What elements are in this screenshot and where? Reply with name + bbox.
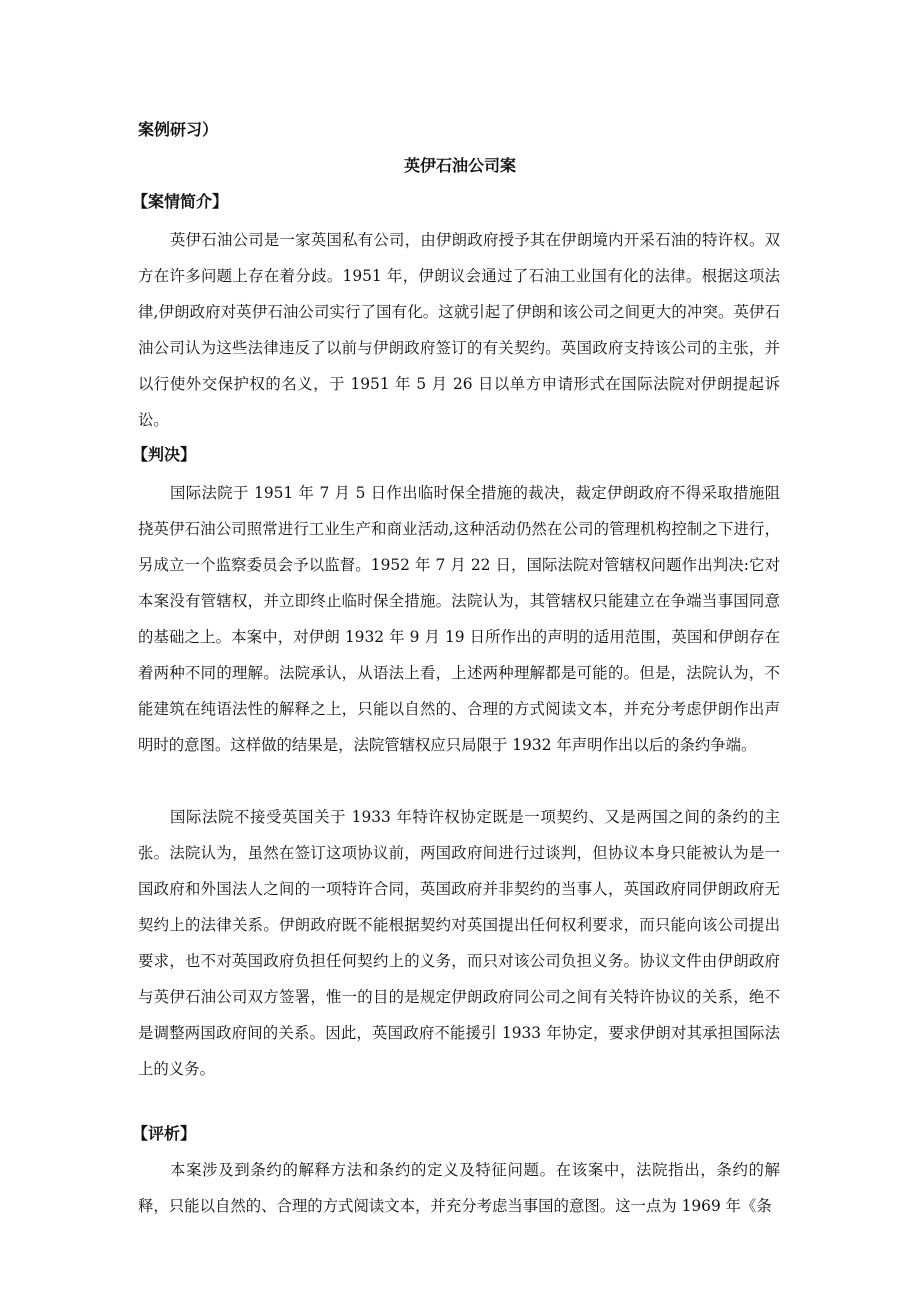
paragraph-judgment-1: 国际法院于 1951 年 7 月 5 日作出临时保全措施的裁决，裁定伊朗政府不得采取措施阻挠英伊石油公司照常进行工业生产和商业活动,这种活动仍然在公司的管理机构控制之下进行，另成立一个监察委员会予以监督。1952 年 7 月 22 日，国际法院对管辖权问题作出判决:它对本案没有管辖权，并立即终止临时保全措施。法院认为，其管辖权只能建立在争端当事国同意的基础之上。本案中，对伊朗 1932 年 9 月 19 日所作出的声明的适用范围，英国和伊朗存在着两种不同的理解。法院承认，从语法上看，上述两种理解都是可能的。但是，法院认为，不能建筑在纯语法性的解释之上，只能以自然的、合理的方式阅读文本，并充分考虑伊朗作出声明时的意图。这样做的结果是，法院管辖权应只局限于 1932 年声明作出以后的条约争端。 [138,484,780,754]
paragraph-case-intro-1: 英伊石油公司是一家英国私有公司，由伊朗政府授予其在伊朗境内开采石油的特许权。双方在许多问题上存在着分歧。1951 年，伊朗议会通过了石油工业国有化的法律。根据这项法律,伊朗政府对英伊石油公司实行了国有化。这就引起了伊朗和该公司之间更大的冲突。英伊石油公司认为这些法律违反了以前与伊朗政府签订的有关契约。英国政府支持该公司的主张，并以行使外交保护权的名义，于 1951 年 5 月 26 日以单方申请形式在国际法院对伊朗提起诉讼。 [138,231,780,429]
header-label: 案例研习） [138,120,219,139]
section-heading-case-intro: 【案情简介】 [132,192,229,211]
paragraph-analysis-1: 本案涉及到条约的解释方法和条约的定义及特征问题。在该案中，法院指出，条约的解释，只能以自然的、合理的方式阅读文本，并充分考虑当事国的意图。这一点为 1969 年《条 [138,1161,780,1215]
section-heading-judgment: 【判决】 [132,445,197,464]
section-heading-analysis: 【评析】 [132,1124,197,1143]
page-title: 英伊石油公司案 [403,156,516,175]
paragraph-judgment-2: 国际法院不接受英国关于 1933 年特许权协定既是一项契约、又是两国之间的条约的主张。法院认为，虽然在签订这项协议前，两国政府间进行过谈判，但协议本身只能被认为是一国政府和外国法人之间的一项特许合同，英国政府并非契约的当事人，英国政府同伊朗政府无契约上的法律关系。伊朗政府既不能根据契约对英国提出任何权利要求，而只能向该公司提出要求，也不对英国政府负担任何契约上的义务，而只对该公司负担义务。协议文件由伊朗政府与英伊石油公司双方签署，惟一的目的是规定伊朗政府同公司之间有关特许协议的关系，绝不是调整两国政府间的关系。因此，英国政府不能援引 1933 年协定，要求伊朗对其承担国际法上的义务。 [138,808,780,1078]
